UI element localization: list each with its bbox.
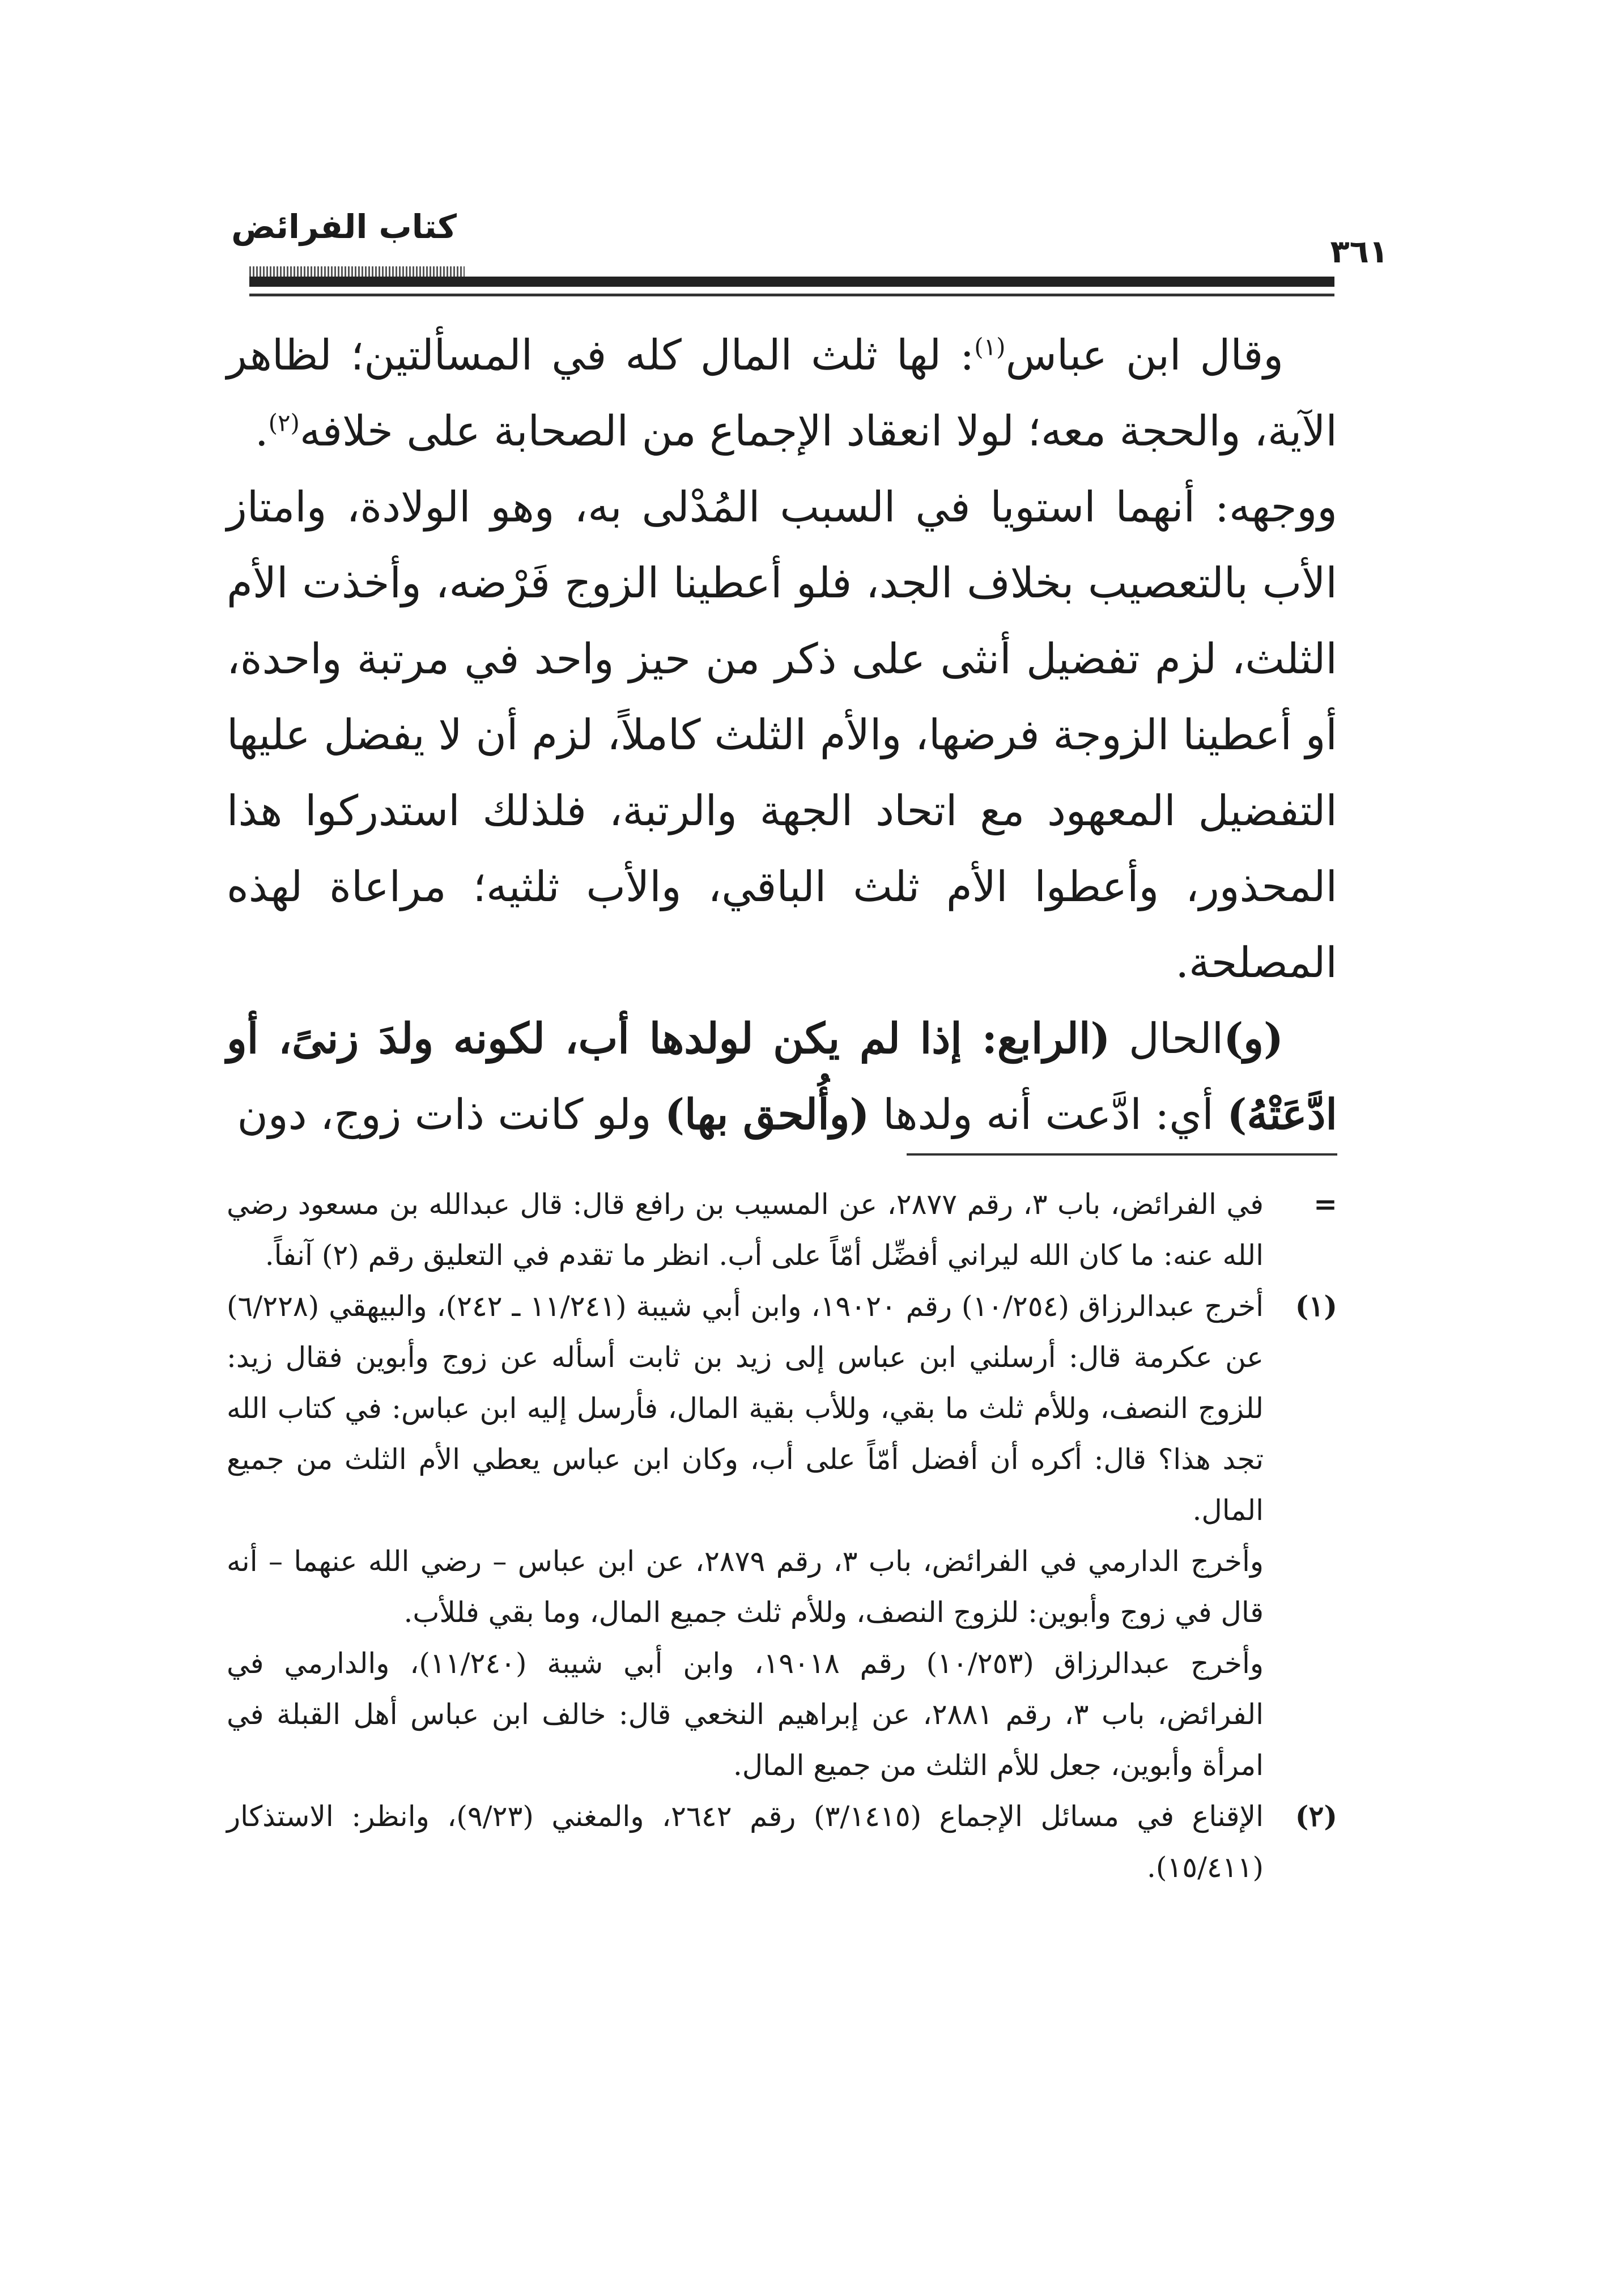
p1-text-1: وقال ابن عباس (1005, 331, 1283, 380)
footnote-paragraph: وأخرج الدارمي في الفرائض، باب ٣، رقم ٢٨٧٩، عن ابن عباس – رضي الله عنهما – أنه قال في زوج وأبوين: للزوج النصف، وللأم ثلث جميع المال، وما بقي فللأب. (227, 1545, 1264, 1629)
header-rule-thin (249, 294, 1334, 296)
footnote-paragraph: الإقناع في مسائل الإجماع (٣/١٤١٥) رقم ٢٦٤٢، والمغني (٩/٢٣)، وانظر: الاستذكار (١٥/٤١١). (227, 1800, 1264, 1884)
paragraph-1 (227, 317, 1337, 469)
main-text (227, 317, 1337, 1153)
p3-text-2: أي: ادَّعت أنه ولدها (869, 1090, 1227, 1139)
footnote-body (227, 1179, 1264, 1281)
running-header-title: كتاب الفرائض (231, 207, 457, 246)
page-number: ٣٦١ (1330, 233, 1388, 270)
footnote-marker: = (1313, 1187, 1337, 1221)
paragraph-2: ووجهه: أنهما استويا في السبب المُدْلى به، وهو الولادة، وامتاز الأب بالتعصيب بخلاف الجد، فلو أعطينا الزوج فَرْضه، وأخذت الأم الثلث، لزم تفضيل أنثى على ذكر من حيز واحد في مرتبة واحدة، أو أعطينا الزوجة فرضها، والأم الثلث كاملاً، لزم أن لا يفضل عليها التفضيل المعهود مع اتحاد الجهة والرتبة، فلذلك استدركوا هذا المحذور، وأعطوا الأم ثلث الباقي، والأب ثلثيه؛ مراعاة لهذه المصلحة. (227, 483, 1337, 987)
p3-text-1: الحال (1110, 1014, 1224, 1063)
footnote-ref-2: (٢) (268, 409, 300, 437)
footnote-continuation (227, 1179, 1337, 1281)
footnote-body (227, 1791, 1264, 1893)
p3-bold-1: (و) (1223, 1014, 1283, 1063)
footnote-paragraph: أخرج عبدالرزاق (١٠/٢٥٤) رقم ١٩٠٢٠، وابن أبي شيبة (١١/٢٤١ ـ ٢٤٢)، والبيهقي (٦/٢٢٨) عن عكرمة قال: أرسلني ابن عباس إلى زيد بن ثابت أسأله عن زوج وأبوين فقال زيد: للزوج النصف، وللأم ثلث ما بقي، وللأب بقية المال، فأرسل إليه ابن عباس: في كتاب الله تجد هذا؟ قال: أكره أن أفضل أمّاً على أب، وكان ابن عباس يعطي الأم الثلث من جميع المال. (227, 1290, 1264, 1527)
p1-text-2: : لها ثلث المال كله في المسألتين؛ لظاهر الآية، والحجة معه؛ لولا انعقاد الإجماع من الصحابة على خلافه (227, 331, 1337, 456)
p3-bold-2: (الرابع: إذا لم يكن لولدها أب، لكونه ولدَ زنىً، أو ادَّعَتْهُ) (227, 1014, 1337, 1139)
footnote-marker: (٢) (1295, 1799, 1337, 1833)
footnote-separator (907, 1153, 1337, 1156)
footnote-1 (227, 1281, 1337, 1791)
p3-bold-3: (وأُلحق بها) (665, 1090, 870, 1139)
footnotes (227, 1179, 1337, 1893)
footnote-marker: (١) (1295, 1289, 1337, 1323)
footnote-paragraph: في الفرائض، باب ٣، رقم ٢٨٧٧، عن المسيب بن رافع قال: قال عبدالله بن مسعود رضي الله عنه: ما كان الله ليراني أفضِّل أمّاً على أب. انظر ما تقدم في التعليق رقم (٢) آنفاً. (227, 1188, 1264, 1272)
footnote-2 (227, 1791, 1337, 1893)
p3-text-3: ولو كانت ذات زوج، دون (237, 1090, 665, 1139)
header-rule-thick (249, 277, 1334, 287)
footnote-ref-1: (١) (974, 333, 1006, 361)
header-hatch-ornament (249, 266, 465, 277)
footnote-body (227, 1281, 1264, 1791)
paragraph-3 (227, 1001, 1337, 1153)
p1-text-3: . (255, 407, 269, 456)
footnote-paragraph: وأخرج عبدالرزاق (١٠/٢٥٣) رقم ١٩٠١٨، وابن أبي شيبة (١١/٢٤٠)، والدارمي في الفرائض، باب ٣، رقم ٢٨٨١، عن إبراهيم النخعي قال: خالف ابن عباس أهل القبلة في امرأة وأبوين، جعل للأم الثلث من جميع المال. (227, 1647, 1264, 1782)
